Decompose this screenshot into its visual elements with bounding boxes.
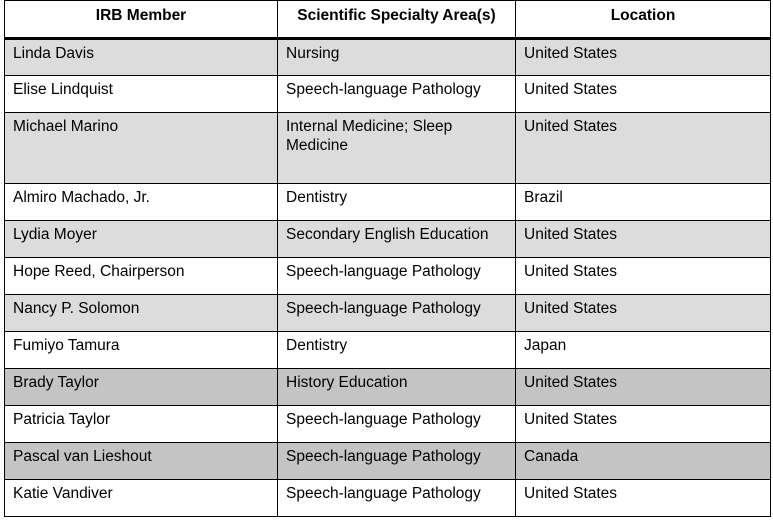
cell-specialty: Speech-language Pathology [278, 76, 516, 113]
cell-specialty: Speech-language Pathology [278, 406, 516, 443]
table-row [5, 480, 771, 517]
table-body [5, 39, 771, 517]
table-row [5, 369, 771, 406]
table-header [5, 1, 771, 39]
header-irb-member: IRB Member [5, 1, 278, 39]
cell-location: United States [516, 39, 771, 76]
cell-member: Michael Marino [5, 113, 278, 184]
cell-location: Japan [516, 332, 771, 369]
cell-member: Linda Davis [5, 39, 278, 76]
table-row [5, 221, 771, 258]
header-specialty: Scientific Specialty Area(s) [278, 1, 516, 39]
table-row [5, 184, 771, 221]
cell-specialty: Secondary English Education [278, 221, 516, 258]
cell-specialty: Speech-language Pathology [278, 443, 516, 480]
cell-member: Pascal van Lieshout [5, 443, 278, 480]
table-row [5, 76, 771, 113]
header-row [5, 1, 771, 39]
cell-member: Nancy P. Solomon [5, 295, 278, 332]
table-row [5, 406, 771, 443]
cell-member: Katie Vandiver [5, 480, 278, 517]
table-row [5, 39, 771, 76]
header-location: Location [516, 1, 771, 39]
cell-location: United States [516, 258, 771, 295]
cell-member: Hope Reed, Chairperson [5, 258, 278, 295]
cell-member: Almiro Machado, Jr. [5, 184, 278, 221]
cell-member: Lydia Moyer [5, 221, 278, 258]
cell-specialty: Nursing [278, 39, 516, 76]
irb-members-table [4, 0, 771, 517]
cell-member: Fumiyo Tamura [5, 332, 278, 369]
table-row [5, 443, 771, 480]
cell-member: Elise Lindquist [5, 76, 278, 113]
cell-location: United States [516, 295, 771, 332]
cell-location: United States [516, 369, 771, 406]
cell-member: Patricia Taylor [5, 406, 278, 443]
cell-specialty: Speech-language Pathology [278, 480, 516, 517]
cell-location: United States [516, 221, 771, 258]
cell-location: United States [516, 480, 771, 517]
cell-member: Brady Taylor [5, 369, 278, 406]
cell-specialty: Dentistry [278, 332, 516, 369]
cell-specialty: Internal Medicine; Sleep Medicine [278, 113, 516, 184]
cell-location: United States [516, 76, 771, 113]
cell-location: Canada [516, 443, 771, 480]
table-row [5, 295, 771, 332]
cell-specialty: History Education [278, 369, 516, 406]
table-row [5, 258, 771, 295]
cell-location: United States [516, 406, 771, 443]
cell-specialty: Speech-language Pathology [278, 295, 516, 332]
cell-location: Brazil [516, 184, 771, 221]
cell-location: United States [516, 113, 771, 184]
table-row [5, 113, 771, 184]
table-row [5, 332, 771, 369]
cell-specialty: Speech-language Pathology [278, 258, 516, 295]
cell-specialty: Dentistry [278, 184, 516, 221]
